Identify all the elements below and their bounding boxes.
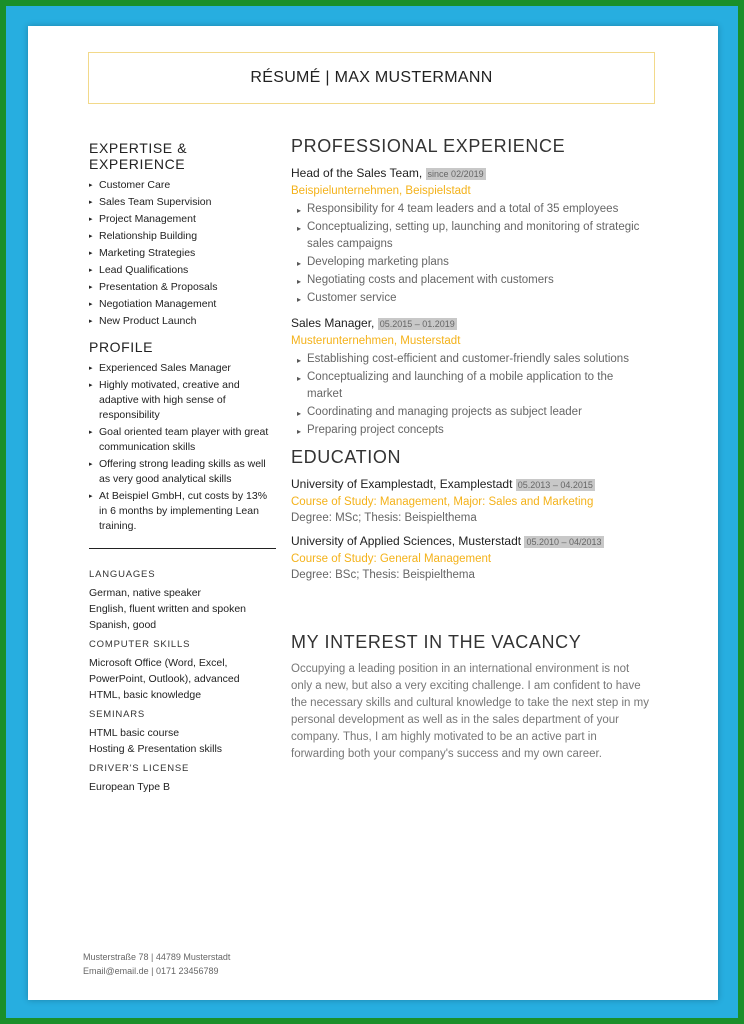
computer-skill-line: HTML, basic knowledge: [89, 689, 202, 701]
job-title: Sales Manager,: [291, 316, 375, 330]
interest-section: [291, 632, 651, 763]
list-item: ▸ Offering strong leading skills as well as very good analytical skills: [89, 457, 276, 487]
languages-block: [89, 585, 276, 633]
list-item: ▸ Conceptualizing, setting up, launching and monitoring of strategic sales campaigns: [291, 219, 651, 253]
interest-heading: MY INTEREST IN THE VACANCY: [291, 632, 582, 652]
job-title: Head of the Sales Team,: [291, 166, 423, 180]
seminar-line: Hosting & Presentation skills: [89, 743, 223, 755]
resume-page: [28, 26, 718, 1000]
education-date: 05.2010 – 04/2013: [526, 537, 602, 547]
profile-list: [89, 361, 276, 534]
education-entry: [291, 533, 651, 584]
experience-heading: PROFESSIONAL EXPERIENCE: [291, 136, 566, 156]
list-item: ▸ Coordinating and managing projects as subject leader: [291, 404, 651, 421]
list-item: ▸ Presentation & Proposals: [89, 280, 276, 295]
expertise-list: [89, 178, 276, 329]
computer-skill-line: Microsoft Office (Word, Excel,: [89, 657, 228, 669]
job-entry: [291, 165, 651, 307]
language-line: German, native speaker: [89, 587, 202, 599]
list-item: ▸ Goal oriented team player with great communication skills: [89, 425, 276, 455]
employer: Musterunternehmen, Musterstadt: [291, 335, 461, 347]
license-line: European Type B: [89, 781, 170, 793]
right-column: [291, 136, 651, 584]
list-item: ▸ At Beispiel GmbH, cut costs by 13% in 6 months by implementing Lean training.: [89, 489, 276, 534]
list-item: ▸ Negotiating costs and placement with customers: [291, 272, 651, 289]
list-item: ▸ Establishing cost-efficient and customer-friendly sales solutions: [291, 351, 651, 368]
footer-contact: [83, 950, 230, 978]
list-item: ▸ Relationship Building: [89, 229, 276, 244]
expertise-heading: EXPERTISE & EXPERIENCE: [89, 140, 188, 172]
list-item: ▸ Lead Qualifications: [89, 263, 276, 278]
course-of-study: Course of Study: General Management: [291, 553, 492, 565]
school-name: University of Applied Sciences, Musterstadt: [291, 534, 522, 548]
column-divider: [89, 548, 276, 549]
list-item: ▸ Project Management: [89, 212, 276, 227]
list-item: ▸ Developing marketing plans: [291, 254, 651, 271]
degree-line: Degree: MSc; Thesis: Beispielthema: [291, 512, 477, 524]
left-column: [89, 140, 276, 801]
list-item: ▸ Experienced Sales Manager: [89, 361, 276, 376]
job-date: 05.2015 – 01.2019: [379, 319, 455, 329]
seminars-heading: SEMINARS: [89, 709, 146, 720]
drivers-license-block: [89, 779, 276, 795]
profile-heading: PROFILE: [89, 339, 154, 355]
languages-heading: LANGUAGES: [89, 569, 156, 580]
seminar-line: HTML basic course: [89, 727, 180, 739]
list-item: ▸ Highly motivated, creative and adaptive with high sense of responsibility: [89, 378, 276, 423]
list-item: ▸ Negotiation Management: [89, 297, 276, 312]
footer-email-phone: Email@email.de | 0171 23456789: [83, 966, 219, 976]
seminars-block: [89, 725, 276, 757]
list-item: ▸ Customer Care: [89, 178, 276, 193]
resume-title: RÉSUMÉ | MAX MUSTERMANN: [88, 52, 655, 104]
drivers-license-heading: DRIVER'S LICENSE: [89, 763, 190, 774]
job-bullets: [291, 201, 651, 307]
degree-line: Degree: BSc; Thesis: Beispielthema: [291, 569, 475, 581]
education-entry: [291, 476, 651, 527]
job-date: since 02/2019: [427, 169, 484, 179]
language-line: English, fluent written and spoken: [89, 603, 247, 615]
list-item: ▸ Conceptualizing and launching of a mobile application to the market: [291, 369, 651, 403]
list-item: ▸ Preparing project concepts: [291, 422, 651, 439]
education-heading: EDUCATION: [291, 447, 402, 467]
job-bullets: [291, 351, 651, 439]
list-item: ▸ Sales Team Supervision: [89, 195, 276, 210]
footer-address: Musterstraße 78 | 44789 Musterstadt: [83, 952, 231, 962]
computer-skills-heading: COMPUTER SKILLS: [89, 639, 191, 650]
education-date: 05.2013 – 04.2015: [517, 480, 593, 490]
job-entry: [291, 315, 651, 439]
course-of-study: Course of Study: Management, Major: Sales and Marketing: [291, 496, 594, 508]
list-item: ▸ Customer service: [291, 290, 651, 307]
computer-skills-block: [89, 655, 276, 703]
interest-text: Occupying a leading position in an international environment is not only a new, but also a very exciting challenge. I am confident to have the necessary skills and cultural knowledge to take the next step in my personal development as well as in the sales department of your company. Thus, I am highly motivated to be an active part in forwarding both your company's success and my own career.: [291, 663, 649, 760]
list-item: ▸ New Product Launch: [89, 314, 276, 329]
language-line: Spanish, good: [89, 619, 157, 631]
list-item: ▸ Marketing Strategies: [89, 246, 276, 261]
computer-skill-line: PowerPoint, Outlook), advanced: [89, 673, 240, 685]
employer: Beispielunternehmen, Beispielstadt: [291, 185, 471, 197]
school-name: University of Examplestadt, Examplestadt: [291, 477, 513, 491]
list-item: ▸ Responsibility for 4 team leaders and a total of 35 employees: [291, 201, 651, 218]
